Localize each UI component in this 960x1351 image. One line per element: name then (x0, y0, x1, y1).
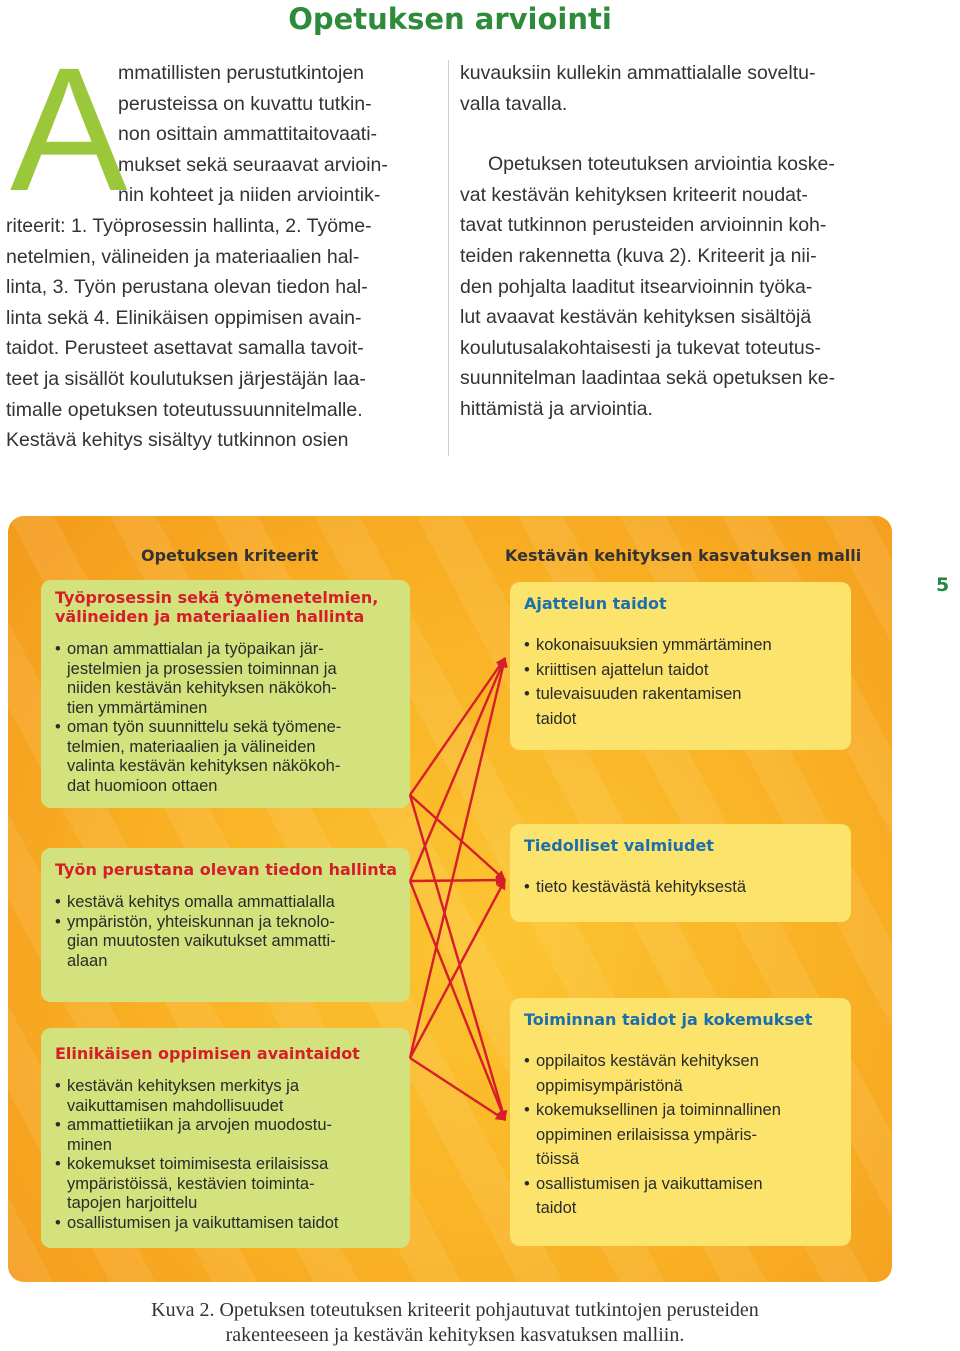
item-line: gian muutosten vaikutukset ammatti- (67, 932, 336, 950)
title-line: Ajattelun taidot (524, 594, 667, 613)
item-line: • oppilaitos kestävän kehityksen (536, 1052, 759, 1070)
item-line: • kokemuksellinen ja toiminnallinen (536, 1101, 781, 1119)
item-line: • osallistumisen ja vaikuttamisen taidot (67, 1213, 339, 1232)
title-line: Työprosessin sekä työmenetelmien, (55, 588, 379, 607)
text-line: valla tavalla. (460, 92, 568, 115)
item-line: töissä (536, 1150, 580, 1168)
text-line: Opetuksen toteutuksen arviointia koske- (488, 153, 835, 176)
text-line: hittämistä ja arviointia. (460, 397, 653, 420)
intro-paragraph-1-cont (460, 58, 900, 119)
item-line: • ammattietiikan ja arvojen muodostu- (67, 1116, 333, 1134)
item-line: • oman ammattialan ja työpaikan jär- (67, 640, 324, 658)
caption-line: Kuva 2. Opetuksen toteutuksen kriteerit pohjautuvat tutkintojen perusteiden (151, 1299, 759, 1321)
arrow-line (410, 880, 505, 881)
text-line: den pohjalta laaditut itsearvioinnin työka- (460, 275, 813, 298)
page-number: 5 (936, 574, 950, 596)
item-line: • kokonaisuuksien ymmärtäminen (536, 636, 772, 654)
text-line: timalle opetuksen toteutussuunnitelmalle. (6, 398, 363, 421)
text-line: mukset sekä seuraavat arvioin- (118, 153, 388, 176)
item-line: valinta kestävän kehityksen näkökoh- (67, 757, 341, 775)
right-column-heading: Kestävän kehityksen kasvatuksen malli (505, 546, 862, 565)
arrow-line (410, 658, 505, 795)
text-line: linta sekä 4. Elinikäisen oppimisen avain- (6, 306, 362, 329)
item-line: • tulevaisuuden rakentamisen (536, 685, 742, 703)
text-line: tavat tutkinnon perusteiden arvioinnin koh- (460, 214, 827, 237)
arrow-line (410, 658, 505, 881)
text-line: lut avaavat kestävän kehityksen sisältöjä (460, 306, 812, 329)
intro-right-column (460, 58, 900, 425)
arrow-group (410, 658, 505, 1120)
text-line: kuvauksiin kullekin ammattialalle soveltu- (460, 62, 816, 84)
title-line: Tiedolliset valmiudet (524, 836, 714, 855)
item-line: tapojen harjoittelu (67, 1194, 198, 1212)
caption-line: rakenteeseen ja kestävän kehityksen kasvatuksen malliin. (225, 1324, 685, 1346)
left-column-heading: Opetuksen kriteerit (141, 546, 319, 565)
item-line: telmien, materiaalien ja välineiden (67, 737, 316, 756)
connector-arrows (8, 516, 892, 1282)
item-line: tien ymmärtäminen (67, 698, 208, 717)
item-line: • kriittisen ajattelun taidot (536, 660, 709, 679)
text-line: mmatillisten perustutkintojen (118, 62, 365, 84)
text-line: taidot. Perusteet asettavat samalla tavoit- (6, 337, 364, 360)
item-line: niiden kestävän kehityksen näkökoh- (67, 679, 337, 697)
intro-paragraph-2 (460, 149, 900, 424)
text-line: suunnitelman laadintaa sekä opetuksen ke- (460, 367, 836, 390)
figure-caption (90, 1298, 820, 1348)
item-line: vaikuttamisen mahdollisuudet (67, 1096, 284, 1115)
drop-cap: A (10, 32, 128, 228)
text-line: riteerit: 1. Työprosessin hallinta, 2. Työme- (6, 214, 372, 237)
text-line: teiden rakennetta (kuva 2). Kriteerit ja nii- (460, 244, 817, 267)
text-line: linta, 3. Työn perustana olevan tiedon hal- (6, 276, 368, 299)
column-divider (448, 60, 449, 456)
arrow-line (410, 795, 505, 1120)
intro-paragraph-1 (6, 58, 438, 456)
arrow-line (410, 795, 505, 880)
title-line: Toiminnan taidot ja kokemukset (524, 1010, 813, 1029)
item-line: ympäristöissä, kestävien toiminta- (67, 1174, 315, 1193)
title-line: Työn perustana olevan tiedon hallinta (55, 860, 398, 879)
text-line: perusteissa on kuvattu tutkin- (118, 92, 372, 115)
item-line: • kokemukset toimimisesta erilaisissa (67, 1155, 329, 1173)
text-line: netelmien, välineiden ja materiaalien hal- (6, 245, 360, 268)
item-line: minen (67, 1135, 112, 1154)
arrow-line (410, 880, 505, 1058)
item-line: taidot (536, 709, 577, 728)
item-line: • tieto kestävästä kehityksestä (536, 878, 747, 896)
text-line: vat kestävän kehityksen kriteerit noudat- (460, 183, 808, 206)
text-line: Kestävä kehitys sisältyy tutkinnon osien (6, 429, 349, 452)
item-line: oppiminen erilaisissa ympäris- (536, 1125, 757, 1144)
item-line: • oman työn suunnittelu sekä työmene- (67, 718, 342, 736)
item-line: dat huomioon ottaen (67, 776, 218, 795)
intro-left-column (6, 58, 438, 456)
item-line: taidot (536, 1199, 577, 1217)
title-line: välineiden ja materiaalien hallinta (55, 607, 365, 626)
criteria-figure (8, 516, 892, 1282)
item-line: • ympäristön, yhteiskunnan ja teknolo- (67, 912, 335, 931)
item-line: jestelmien ja prosessien toiminnan ja (67, 659, 337, 678)
item-line: • osallistumisen ja vaikuttamisen (536, 1174, 763, 1193)
text-line: teet ja sisällöt koulutuksen järjestäjän laa- (6, 367, 366, 390)
item-line: • kestävä kehitys omalla ammattialalla (67, 893, 335, 911)
item-line: • kestävän kehityksen merkitys ja (67, 1077, 300, 1095)
page-title: Opetuksen arviointi (288, 2, 612, 36)
text-line: koulutusalakohtaisesti ja tukevat toteutus- (460, 336, 821, 359)
item-line: oppimisympäristönä (536, 1076, 683, 1095)
text-line: nin kohteet ja niiden arviointik- (118, 184, 381, 207)
text-line: non osittain ammattitaitovaati- (118, 123, 378, 146)
item-line: alaan (67, 951, 108, 970)
title-line: Elinikäisen oppimisen avaintaidot (55, 1044, 360, 1063)
